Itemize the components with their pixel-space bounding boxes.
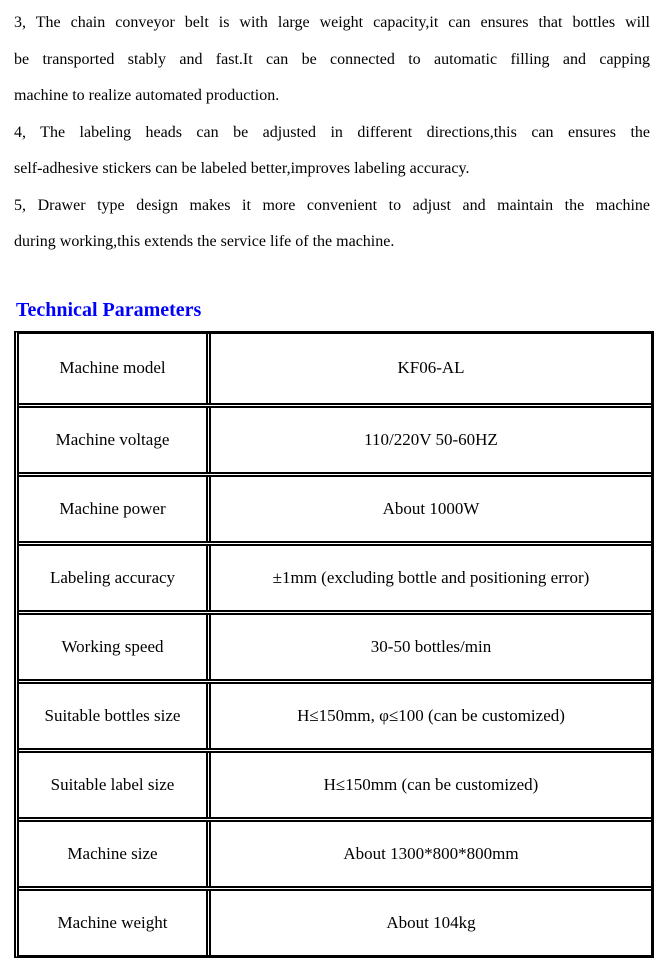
paragraph-line: 5, Drawer type design makes it more convenient to adjust and maintain the machine [14,196,650,214]
spec-value: 30-50 bottles/min [370,636,492,656]
spec-value: 110/220V 50-60HZ [364,429,498,449]
table-row [19,817,651,886]
table-row [19,748,651,817]
technical-parameters-table [14,331,654,958]
table-row [19,472,651,541]
spec-label: Machine weight [19,891,211,955]
spec-value: About 1300*800*800mm [343,843,519,863]
table-row [19,334,651,403]
paragraph-line: machine to realize automated production. [14,87,280,104]
paragraph [14,115,650,188]
spec-label: Working speed [19,615,211,679]
table-row [19,610,651,679]
spec-label: Suitable label size [19,753,211,817]
paragraph-line: 4, The labeling heads can be adjusted in different directions,this can ensures the [14,123,650,141]
spec-label: Machine voltage [19,408,211,472]
spec-value: H≤150mm (can be customized) [323,774,539,794]
spec-value: About 104kg [386,912,476,932]
section-title: Technical Parameters [16,298,202,321]
paragraph [14,188,650,261]
spec-label: Machine power [19,477,211,541]
spec-label: Labeling accuracy [19,546,211,610]
table-row [19,541,651,610]
paragraph-line: be transported stably and fast.It can be connected to automatic filling and capping [14,50,650,68]
paragraph [14,5,650,115]
spec-label: Suitable bottles size [19,684,211,748]
spec-value: ±1mm (excluding bottle and positioning error) [272,567,590,587]
table-row [19,403,651,472]
paragraph-line: during working,this extends the service life of the machine. [14,233,395,250]
paragraph-line: self-adhesive stickers can be labeled better,improves labeling accuracy. [14,160,470,177]
paragraph-line: 3, The chain conveyor belt is with large weight capacity,it can ensures that bottles will [14,14,650,31]
spec-value: KF06-AL [397,358,465,377]
table-row [19,679,651,748]
spec-value: About 1000W [382,498,480,518]
table-row [19,886,651,955]
spec-label: Machine size [19,822,211,886]
spec-label: Machine model [19,334,211,403]
spec-value: H≤150mm, φ≤100 (can be customized) [297,705,565,725]
feature-paragraphs [14,5,650,261]
